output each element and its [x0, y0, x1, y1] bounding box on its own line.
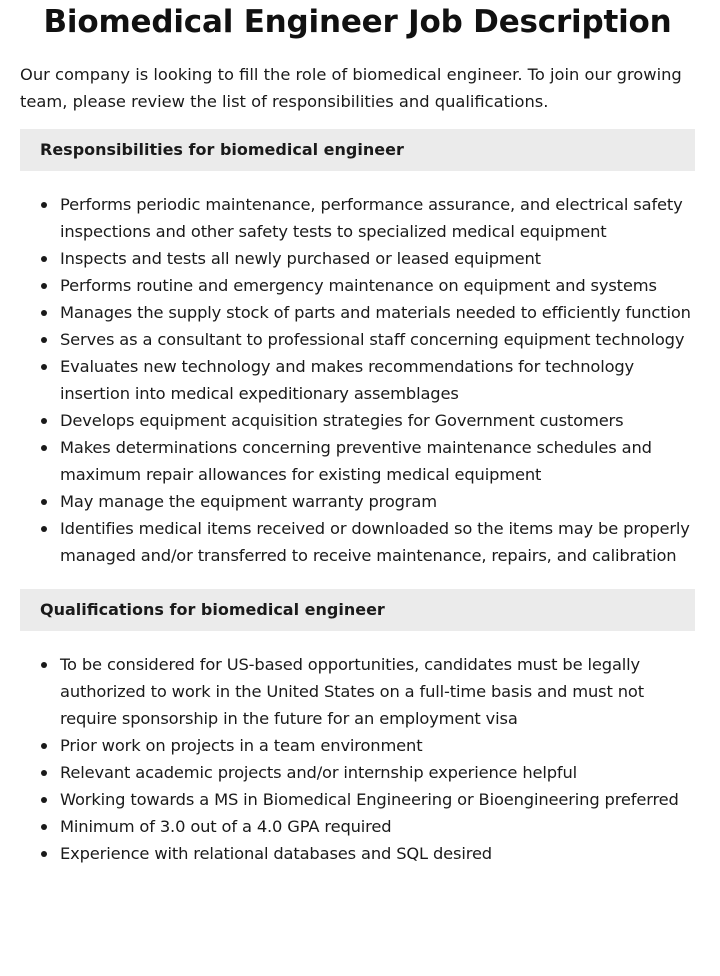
bullet-icon	[41, 418, 47, 424]
bullet-icon	[41, 310, 47, 316]
qualifications-list	[20, 651, 695, 867]
bullet-icon	[41, 364, 47, 370]
list-item	[20, 326, 695, 353]
page-title: Biomedical Engineer Job Description	[43, 4, 672, 40]
bullet-icon	[41, 743, 47, 749]
list-item-text: Working towards a MS in Biomedical Engineering or Bioengineering preferred	[60, 790, 679, 809]
bullet-icon	[41, 283, 47, 289]
list-item	[20, 353, 695, 407]
list-item	[20, 840, 695, 867]
list-item	[20, 272, 695, 299]
qualifications-heading: Qualifications for biomedical engineer	[20, 589, 695, 631]
list-item-text: Develops equipment acquisition strategies for Government customers	[60, 411, 624, 430]
bullet-icon	[41, 526, 47, 532]
list-item	[20, 515, 695, 569]
list-item-text: Serves as a consultant to professional staff concerning equipment technology	[60, 330, 685, 349]
bullet-icon	[41, 202, 47, 208]
list-item-text: Performs routine and emergency maintenance on equipment and systems	[60, 276, 657, 295]
list-item-text: Identifies medical items received or downloaded so the items may be properly managed and/or transferred to receive maintenance, repairs, and calibration	[60, 519, 690, 565]
bullet-icon	[41, 499, 47, 505]
bullet-icon	[41, 445, 47, 451]
list-item	[20, 299, 695, 326]
intro-paragraph: Our company is looking to fill the role of biomedical engineer. To join our growing team, please review the list of responsibilities and qualifications.	[20, 65, 682, 111]
bullet-icon	[41, 256, 47, 262]
list-item	[20, 759, 695, 786]
list-item-text: Experience with relational databases and SQL desired	[60, 844, 492, 863]
bullet-icon	[41, 824, 47, 830]
bullet-icon	[41, 851, 47, 857]
list-item	[20, 786, 695, 813]
list-item-text: Prior work on projects in a team environment	[60, 736, 423, 755]
list-item	[20, 407, 695, 434]
responsibilities-heading: Responsibilities for biomedical engineer	[20, 129, 695, 171]
list-item	[20, 732, 695, 759]
list-item-text: Minimum of 3.0 out of a 4.0 GPA required	[60, 817, 392, 836]
list-item	[20, 813, 695, 840]
list-item	[20, 191, 695, 245]
bullet-icon	[41, 770, 47, 776]
responsibilities-list	[20, 191, 695, 569]
list-item	[20, 434, 695, 488]
list-item	[20, 651, 695, 732]
list-item	[20, 245, 695, 272]
list-item	[20, 488, 695, 515]
bullet-icon	[41, 662, 47, 668]
list-item-text: Relevant academic projects and/or internship experience helpful	[60, 763, 578, 782]
list-item-text: May manage the equipment warranty program	[60, 492, 437, 511]
list-item-text: Performs periodic maintenance, performance assurance, and electrical safety inspections and other safety tests to specialized medical equipment	[60, 195, 683, 241]
list-item-text: Makes determinations concerning preventive maintenance schedules and maximum repair allowances for existing medical equipment	[60, 438, 652, 484]
list-item-text: Evaluates new technology and makes recommendations for technology insertion into medical expeditionary assemblages	[60, 357, 635, 403]
list-item-text: Inspects and tests all newly purchased or leased equipment	[60, 249, 541, 268]
list-item-text: To be considered for US-based opportunities, candidates must be legally authorized to work in the United States on a full-time basis and must not require sponsorship in the future for an employment visa	[60, 655, 644, 728]
bullet-icon	[41, 797, 47, 803]
list-item-text: Manages the supply stock of parts and materials needed to efficiently function	[60, 303, 691, 322]
bullet-icon	[41, 337, 47, 343]
